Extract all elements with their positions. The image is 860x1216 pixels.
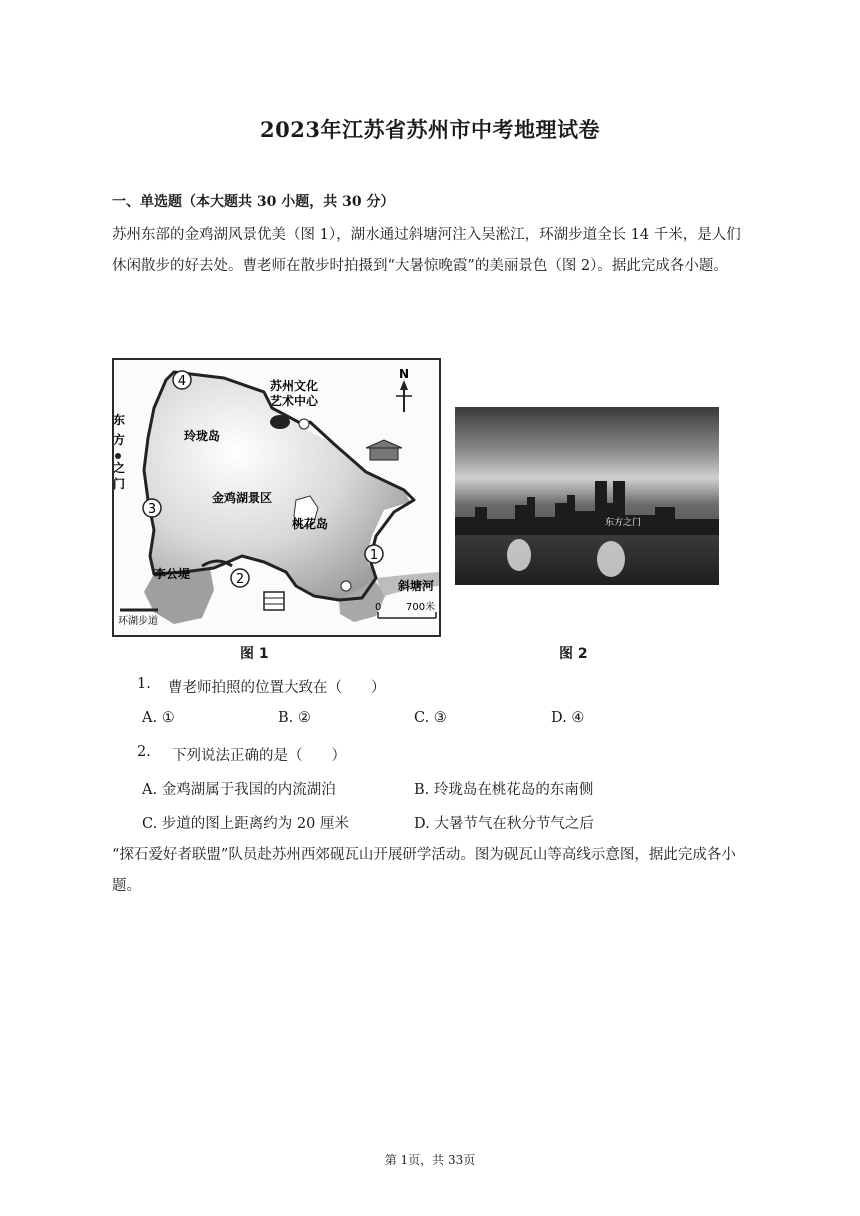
small-marker-b <box>341 581 351 591</box>
scale-zero: 0 <box>375 602 382 613</box>
map-svg <box>114 360 439 635</box>
scale-distance: 700米 <box>406 602 436 613</box>
figure-2-caption: 图 2 <box>559 646 588 662</box>
label-east-gate-2: 方 <box>114 433 126 447</box>
marker-2 <box>231 569 249 587</box>
label-culture-center-2: 艺术中心 <box>270 394 319 408</box>
marker-3 <box>143 499 161 517</box>
pavilion-icon <box>366 440 402 460</box>
figure-1-caption: 图 1 <box>240 646 269 662</box>
label-taohua: 桃花岛 <box>292 517 329 531</box>
q2-option-d: D. 大暑节气在秋分节气之后 <box>414 816 594 832</box>
culture-center-building <box>270 415 290 429</box>
marker-4 <box>173 371 191 389</box>
label-east-gate-3: 之 <box>114 461 126 475</box>
building-icon <box>264 592 284 610</box>
page-footer: 第 1页，共 33页 <box>384 1153 476 1167</box>
q1-option-d: D. ④ <box>551 710 585 726</box>
light-reflection <box>507 539 531 571</box>
scale-bar <box>375 600 436 618</box>
label-east-gate-4: 门 <box>114 477 126 491</box>
photo-svg <box>455 407 719 585</box>
q1-option-b: B. ② <box>278 710 311 726</box>
photo-label: 东方之门 <box>605 518 642 528</box>
intro-paragraph-2: “探石爱好者联盟”队员赴苏州西郊砚瓦山开展研学活动。图为砚瓦山等高线示意图，据此完成各小题。 <box>112 847 736 894</box>
q2-option-b: B. 玲珑岛在桃花岛的东南侧 <box>414 782 594 798</box>
q2-option-a: A. 金鸡湖属于我国的内流湖泊 <box>142 782 336 798</box>
q2-option-c: C. 步道的图上距离约为 20 厘米 <box>142 816 349 832</box>
section-heading: 一、单选题（本大题共 30 小题，共 30 分） <box>112 194 395 210</box>
marker-1 <box>365 545 383 563</box>
legend <box>118 610 158 627</box>
svg-text:1: 1 <box>369 548 379 563</box>
figure-1-map <box>112 358 441 637</box>
north-label: N <box>399 367 410 381</box>
label-xietang: 斜塘河 <box>398 579 435 593</box>
svg-text:3: 3 <box>147 502 157 517</box>
question-1-number: 1. <box>137 676 151 692</box>
label-ligongdi: 李公堤 <box>154 567 191 581</box>
q1-option-c: C. ③ <box>414 710 447 726</box>
north-arrow-icon <box>396 367 412 412</box>
photo-water <box>455 535 719 585</box>
label-scenic: 金鸡湖景区 <box>212 491 273 505</box>
label-east-gate-1: 东 <box>114 413 126 427</box>
legend-label: 环湖步道 <box>118 616 158 627</box>
q1-option-a: A. ① <box>142 710 175 726</box>
svg-text:4: 4 <box>177 374 187 389</box>
question-1-text: 曹老师拍照的位置大致在（ ） <box>168 680 386 696</box>
question-2-number: 2. <box>137 744 151 760</box>
small-marker-a <box>299 419 309 429</box>
svg-text:2: 2 <box>235 572 245 587</box>
figure-2-photo <box>455 407 719 585</box>
question-2-text: 下列说法正确的是（ ） <box>172 748 346 764</box>
intro-paragraph-1: 苏州东部的金鸡湖风景优美（图 1），湖水通过斜塘河注入吴淞江，环湖步道全长 14 千米，是人们休闲散步的好去处。曹老师在散步时拍摄到“大暑惊晚霞”的美丽景色（图 2）。据此完成各小题。 <box>112 227 741 274</box>
label-culture-center-1: 苏州文化 <box>270 379 319 393</box>
page-title: 2023年江苏省苏州市中考地理试卷 <box>260 117 600 142</box>
east-gate-point <box>115 453 121 459</box>
label-linglong: 玲珑岛 <box>184 429 221 443</box>
